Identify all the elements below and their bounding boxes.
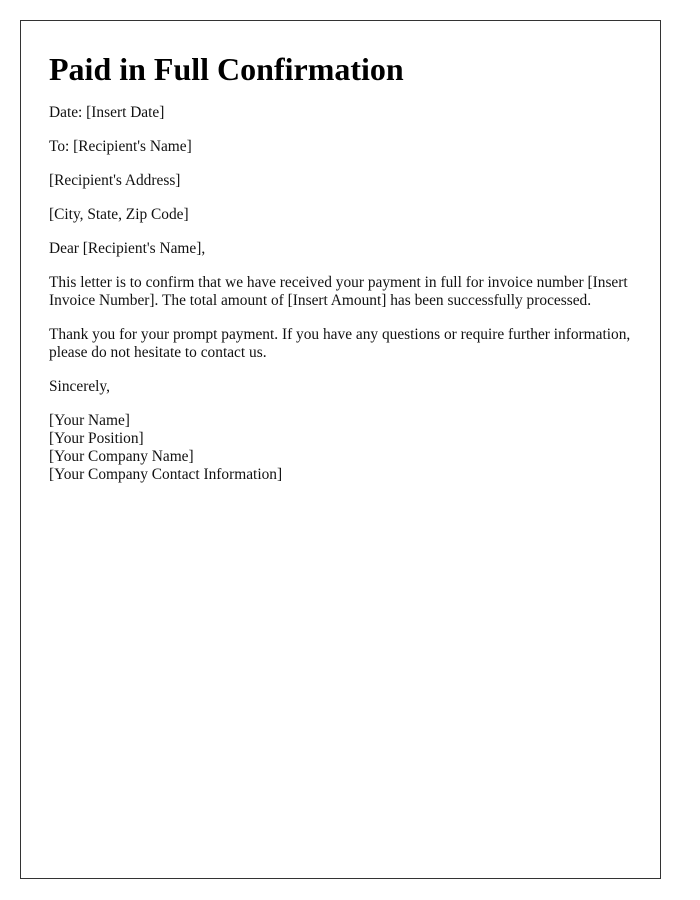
letter-title: Paid in Full Confirmation [49, 51, 404, 87]
recipient-name-line: To: [Recipient's Name] [49, 138, 192, 155]
closing: Sincerely, [49, 378, 110, 395]
body-paragraph-thanks: Thank you for your prompt payment. If you have any questions or require further information, please do not hesitate to contact us. [49, 326, 631, 361]
recipient-address-line: [Recipient's Address] [49, 172, 181, 189]
salutation: Dear [Recipient's Name], [49, 240, 206, 257]
letter-page [20, 20, 661, 879]
signature-name: [Your Name] [49, 412, 130, 429]
signature-block [49, 412, 634, 484]
signature-position: [Your Position] [49, 430, 144, 447]
signature-company: [Your Company Name] [49, 448, 194, 465]
body-paragraph-confirmation: This letter is to confirm that we have received your payment in full for invoice number [Insert Invoice Number]. The total amount of [Insert Amount] has been successfully processed. [49, 274, 628, 309]
signature-contact: [Your Company Contact Information] [49, 466, 283, 483]
recipient-city-line: [City, State, Zip Code] [49, 206, 189, 223]
letter-content [49, 51, 634, 484]
date-line: Date: [Insert Date] [49, 104, 165, 121]
